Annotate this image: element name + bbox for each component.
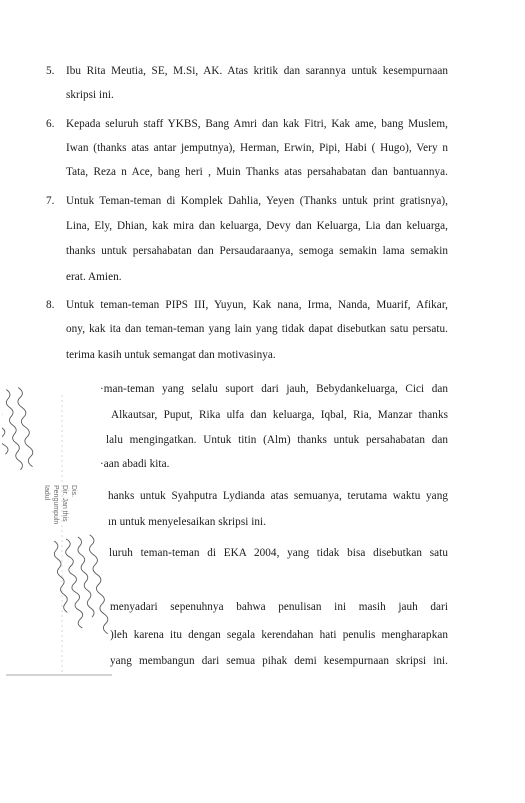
item-9-line-3: lalu mengingatkan. Untuk titin (Alm) thanks untuk persahabatan dan [106, 434, 448, 446]
closing-line-2: )leh karena itu dengan segala kerendahan hati penulis mengharapkan [110, 629, 448, 641]
item-8-line-3: terima kasih untuk semangat dan motivasinya. [66, 349, 276, 361]
item-7-number: 7. [46, 195, 55, 207]
item-11-line-1: luruh teman-teman di EKA 2004, yang tidak bisa disebutkan satu [109, 547, 448, 559]
item-10-line-2: ın untuk menyelesaikan skripsi ini. [108, 516, 267, 528]
item-6-line-1: Kepada seluruh staff YKBS, Bang Amri dan kak Fitri, Kak ame, bang Muslem, [66, 118, 448, 130]
library-stamp [2, 375, 122, 685]
item-8-line-1: Untuk teman-teman PIPS III, Yuyun, Kak nana, Irma, Nanda, Muarif, Afikar, [66, 299, 448, 311]
item-8-number: 8. [46, 299, 55, 311]
item-6-line-3: Tata, Reza n Ace, bang heri , Muin Thanks atas persahabatan dan bantuannya. [66, 166, 448, 178]
item-9-line-2: Alkautsar, Puput, Rika ulfa dan keluarga, Iqbal, Ria, Manzar thanks [111, 409, 448, 421]
item-7-line-3: thanks untuk persahabatan dan Persaudaraanya, semoga semakin lama semakin [66, 245, 448, 257]
stamp-line-2: Dir. Jan this [61, 485, 68, 522]
item-8-line-2: ony, kak ita dan teman-teman yang lain yang tidak dapat disebutkan satu persatu. [66, 323, 448, 335]
stamp-line-3: Pengumpuln [52, 485, 59, 525]
item-6-number: 6. [46, 118, 55, 130]
item-7-line-2: Lina, Ely, Dhian, kak mira dan keluarga, Devy dan Keluarga, Lia dan keluarga, [66, 220, 448, 232]
item-7-line-4: erat. Amien. [66, 271, 122, 283]
item-6-line-2: Iwan (thanks atas antar jemputnya), Herman, Erwin, Pipi, Habi ( Hugo), Very n [66, 142, 448, 154]
stamp-line-4: Iadul [43, 485, 50, 501]
item-7-line-1: Untuk Teman-teman di Komplek Dahlia, Yeyen (Thanks untuk print gratisnya), [66, 195, 448, 207]
closing-line-3: yang membangun dari semua pihak demi kesempurnaan skripsi ini. [110, 655, 448, 667]
stamp-line-1: Dis. [70, 485, 77, 498]
item-10-line-1: hanks untuk Syahputra Lydianda atas semuanya, terutama waktu yang [108, 490, 448, 502]
item-9-line-1: ·man-teman yang selalu suport dari jauh, Bebydankeluarga, Cici dan [100, 383, 448, 395]
item-5-line-2: skripsi ini. [66, 89, 114, 101]
item-9-line-4: ·aan abadi kita. [100, 458, 170, 470]
closing-line-1: menyadari sepenuhnya bahwa penulisan ini masih jauh dari [110, 601, 448, 613]
item-5-number: 5. [46, 65, 55, 77]
item-5-line-1: Ibu Rita Meutia, SE, M.Si, AK. Atas kritik dan sarannya untuk kesempurnaan [66, 65, 448, 77]
